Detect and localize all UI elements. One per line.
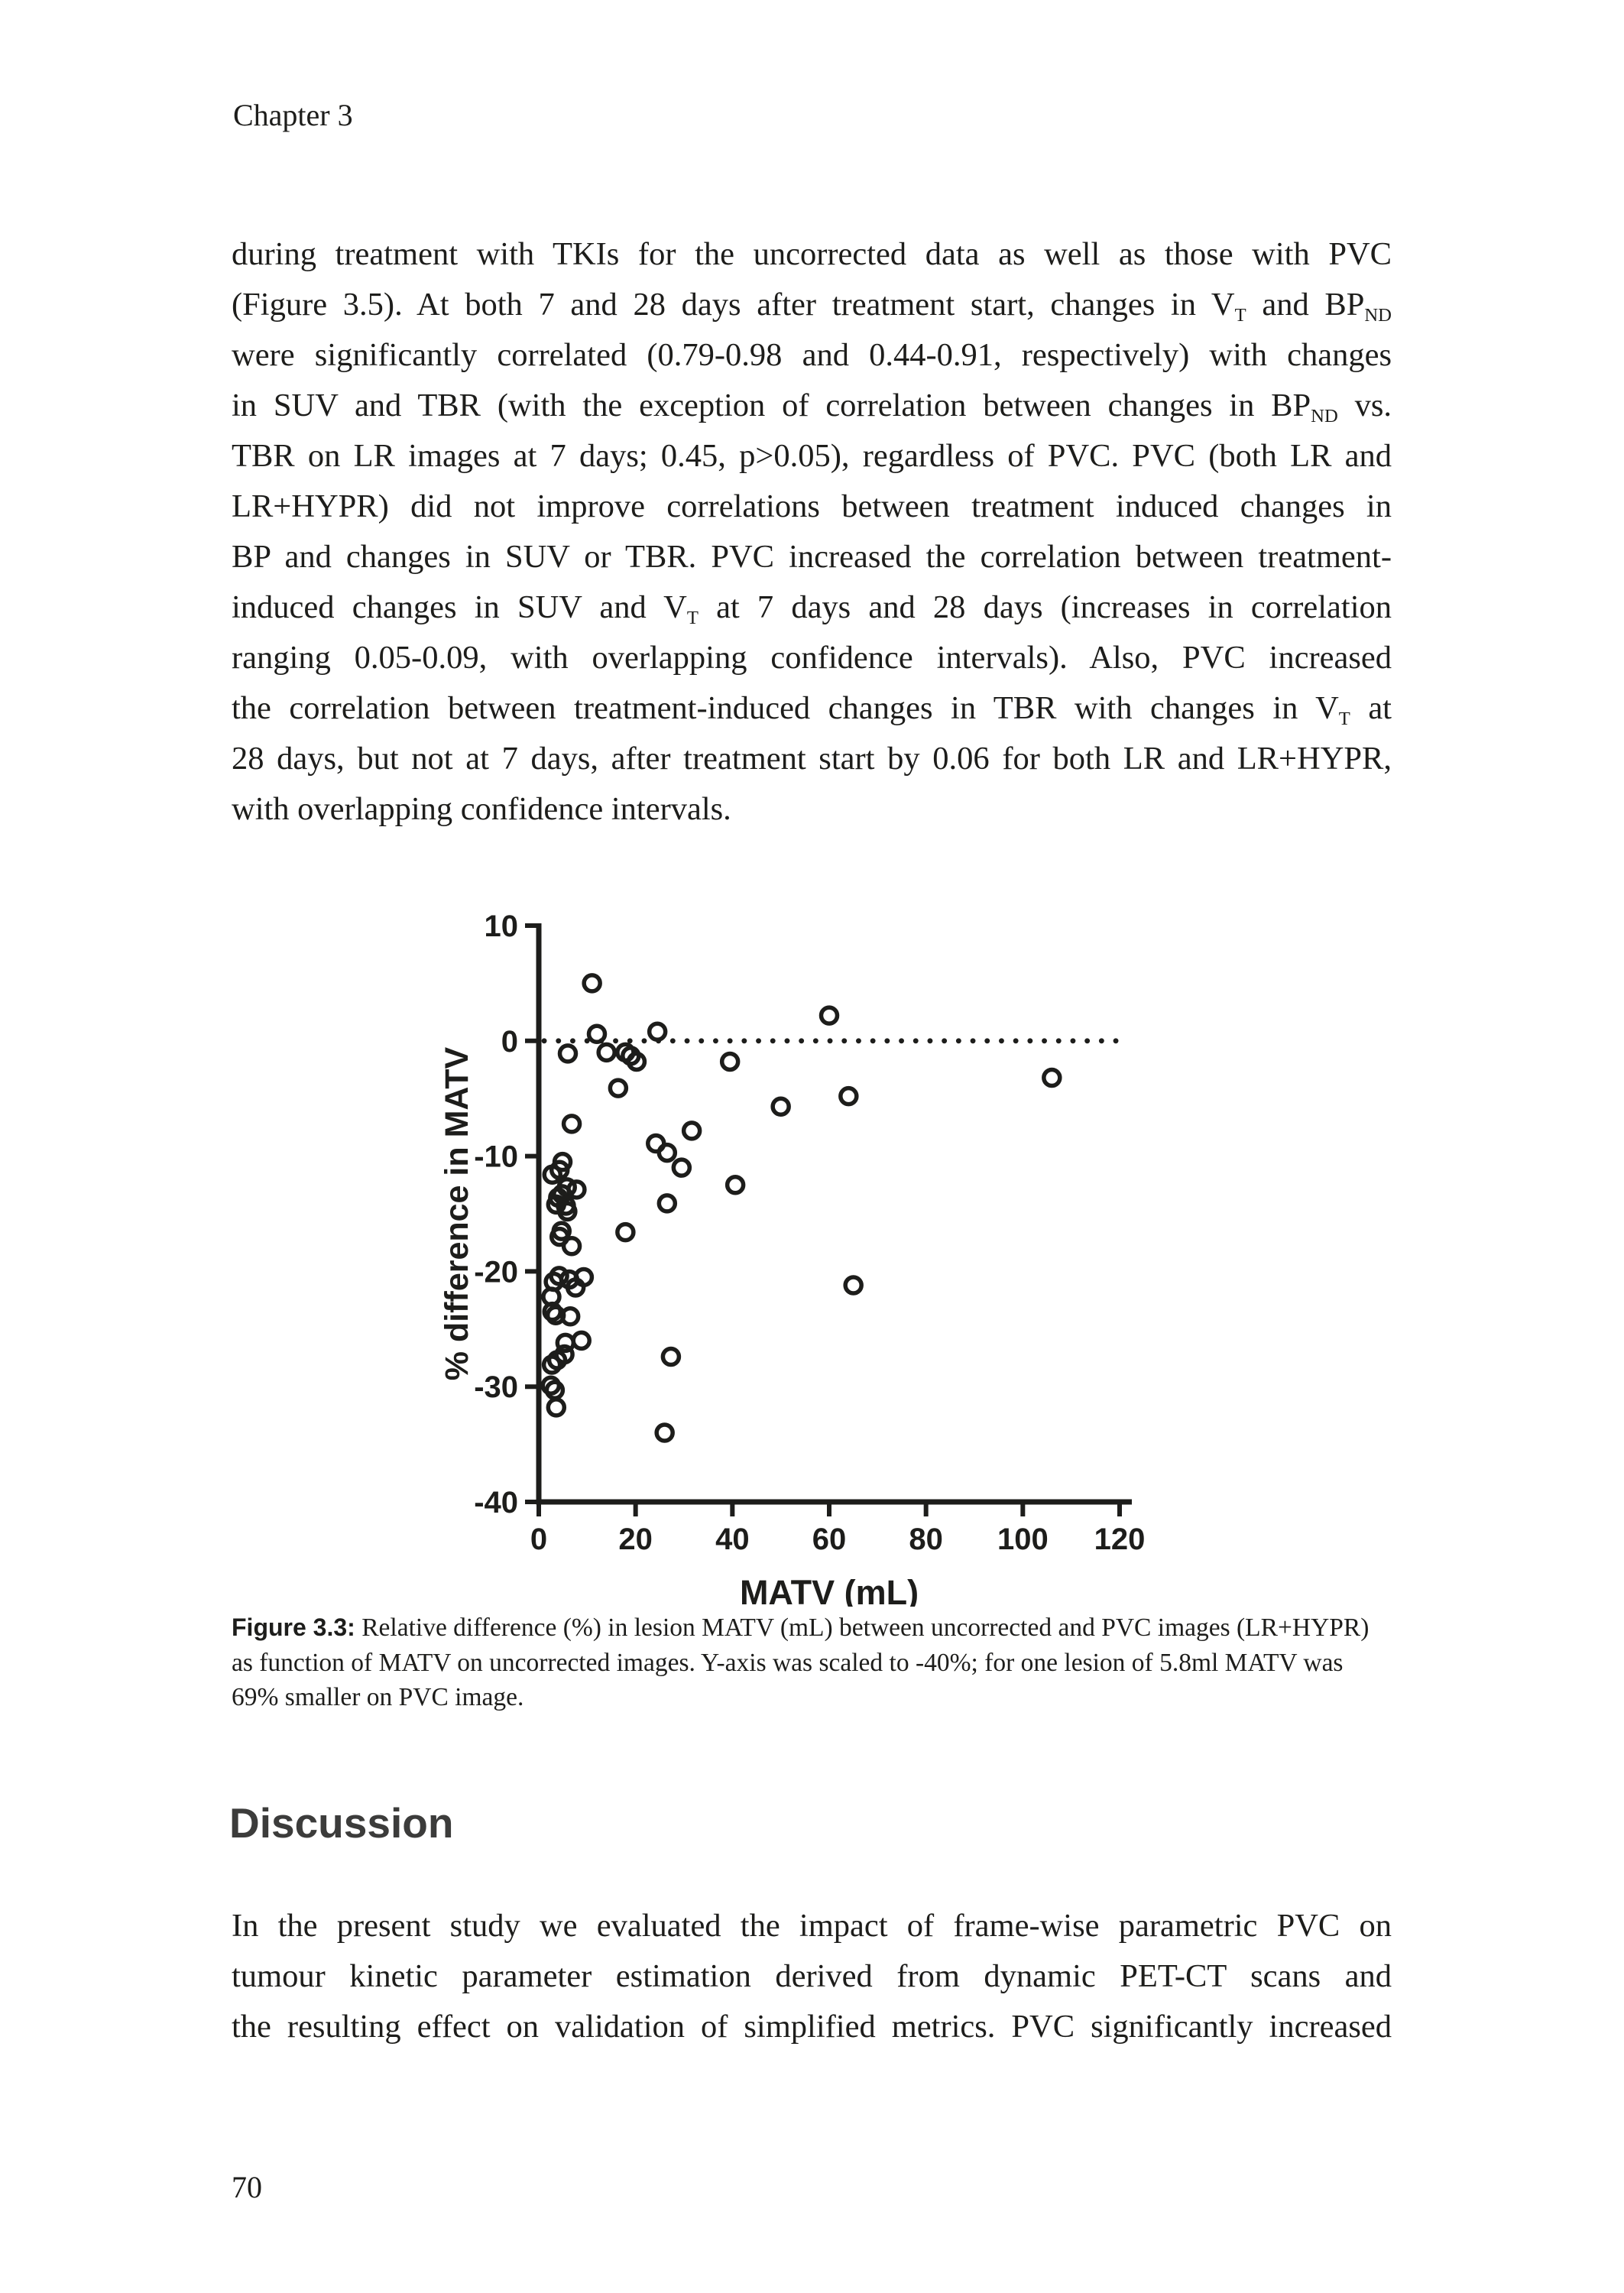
discussion-paragraph (232, 1901, 1392, 2052)
data-point (656, 1425, 673, 1441)
x-axis-title: MATV (mL) (739, 1573, 919, 1607)
data-point (728, 1177, 744, 1193)
x-tick-label: 100 (997, 1523, 1049, 1556)
data-point (845, 1277, 861, 1293)
figure-caption (232, 1610, 1401, 1715)
body-paragraph (232, 229, 1392, 835)
data-point (822, 1007, 838, 1023)
data-point (673, 1159, 689, 1176)
y-tick-label: -10 (474, 1140, 518, 1174)
x-tick-label: 0 (530, 1523, 548, 1556)
subscript: T (686, 607, 699, 628)
data-point (650, 1023, 666, 1039)
data-point (564, 1116, 580, 1132)
scatter-chart (413, 873, 1169, 1607)
body-text-line: BP and changes in SUV or TBR. PVC increased the correlation between treatment- (232, 539, 1392, 575)
data-point (564, 1238, 580, 1254)
x-ticks (530, 1502, 1146, 1556)
y-tick-label: 0 (501, 1024, 518, 1059)
page-number: 70 (232, 2170, 262, 2204)
body-text-line: TBR on LR images at 7 days; 0.45, p>0.05), regardless of PVC. PVC (both LR and (232, 438, 1392, 474)
data-point (722, 1053, 738, 1069)
body-text-line: during treatment with TKIs for the uncorrected data as well as those with PVC (232, 236, 1392, 272)
caption-line: Figure 3.3: Relative difference (%) in lesion MATV (mL) between uncorrected and PVC images (LR+HYPR) (232, 1614, 1370, 1642)
chapter-header: Chapter 3 (233, 98, 353, 132)
body-text-line: 28 days, but not at 7 days, after treatment start by 0.06 for both LR and LR+HYPR, (232, 741, 1392, 777)
data-point (560, 1046, 576, 1062)
data-point (573, 1332, 589, 1348)
data-point (598, 1044, 614, 1060)
y-ticks (474, 910, 539, 1519)
discussion-text-line: the resulting effect on validation of simplified metrics. PVC significantly increased (232, 2009, 1392, 2045)
data-point (1044, 1070, 1060, 1086)
data-point (659, 1195, 675, 1211)
data-point (589, 1026, 605, 1042)
body-text-line: were significantly correlated (0.79-0.98 and 0.44-0.91, respectively) with changes (232, 337, 1392, 373)
data-point (618, 1224, 634, 1241)
y-tick-label: -20 (474, 1255, 518, 1289)
figure-3-3 (413, 873, 1169, 1607)
x-tick-label: 60 (812, 1523, 847, 1556)
caption-line: as function of MATV on uncorrected images. Y-axis was scaled to -40%; for one lesion of 5.8ml MATV was (232, 1648, 1344, 1677)
body-text-line: ranging 0.05-0.09, with overlapping confidence intervals). Also, PVC increased (232, 640, 1392, 676)
data-point (773, 1098, 789, 1114)
caption-line: 69% smaller on PVC image. (232, 1683, 524, 1711)
discussion-text-line: In the present study we evaluated the impact of frame-wise parametric PVC on (232, 1908, 1392, 1944)
body-text-line: induced changes in SUV and $V_T$ at 7 days and 28 days (increases in correlation (232, 589, 1392, 628)
y-tick-label: -30 (474, 1370, 518, 1405)
body-text-line: with overlapping confidence intervals. (232, 791, 731, 827)
data-point (610, 1080, 626, 1096)
data-point (684, 1123, 700, 1139)
subscript: T (1338, 708, 1350, 729)
data-point (663, 1348, 679, 1364)
x-tick-label: 120 (1094, 1523, 1146, 1556)
y-tick-label: -40 (474, 1486, 518, 1519)
body-text-line: in SUV and TBR (with the exception of correlation between changes in $BP_{ND}$ vs. (232, 388, 1392, 426)
body-text-line: (Figure 3.5). At both 7 and 28 days after treatment start, changes in $V_T$ and $BP_{ND}$ (232, 287, 1392, 326)
data-point (841, 1088, 857, 1104)
subscript: T (1234, 304, 1246, 326)
subscript: ND (1311, 405, 1338, 426)
y-axis-title: % difference in MATV (439, 1046, 475, 1381)
y-tick-label: 10 (484, 910, 518, 943)
discussion-text-line: tumour kinetic parameter estimation derived from dynamic PET-CT scans and (232, 1958, 1392, 1994)
data-point (584, 975, 600, 991)
x-tick-label: 80 (909, 1523, 943, 1556)
body-text-line: the correlation between treatment-induced changes in TBR with changes in $V_T$ at (232, 690, 1392, 729)
caption-label: Figure 3.3: (232, 1614, 355, 1641)
discussion-heading: Discussion (229, 1799, 454, 1847)
data-point (548, 1399, 564, 1416)
body-text-line: LR+HYPR) did not improve correlations between treatment induced changes in (232, 488, 1392, 524)
x-tick-label: 40 (715, 1523, 750, 1556)
data-points (543, 975, 1059, 1441)
subscript: ND (1364, 304, 1392, 326)
x-tick-label: 20 (618, 1523, 653, 1556)
data-point (659, 1145, 675, 1161)
